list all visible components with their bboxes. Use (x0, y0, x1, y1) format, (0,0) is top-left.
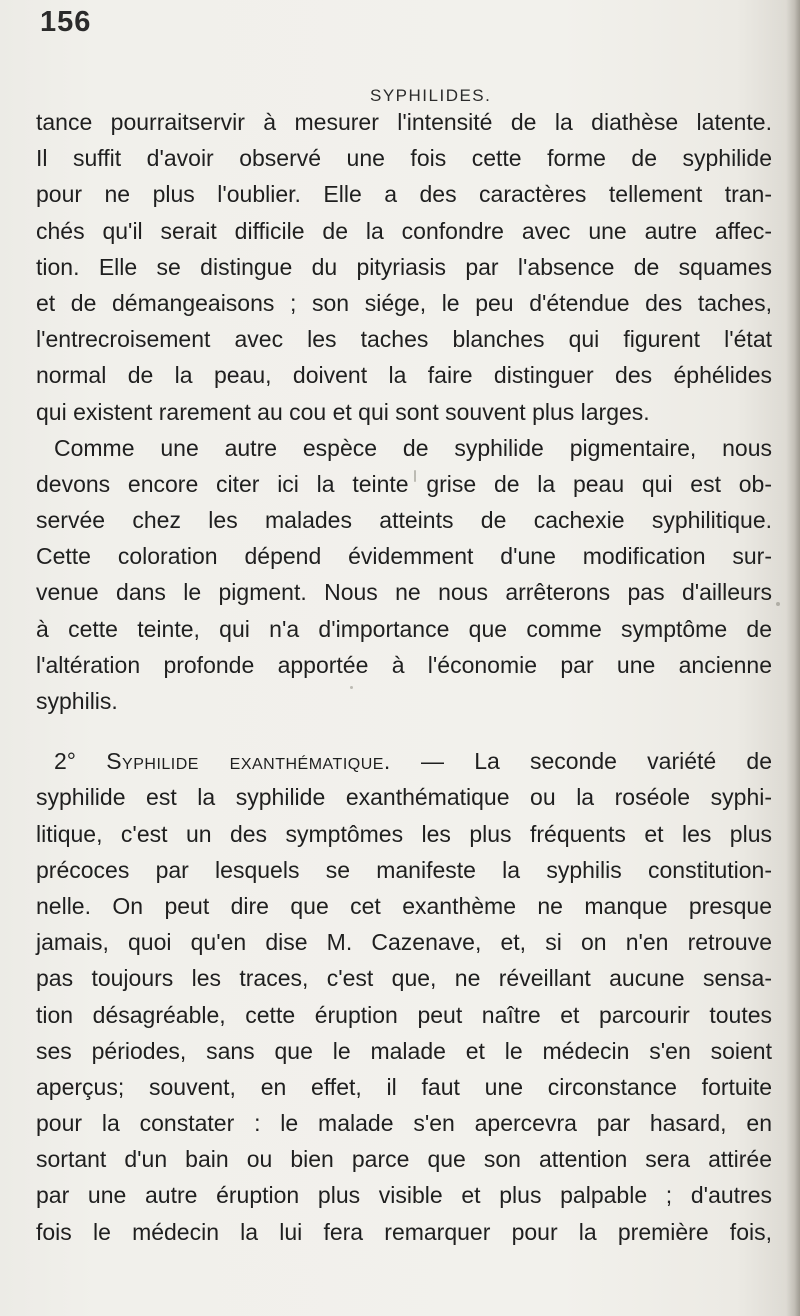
text-line: et de démangeaisons ; son siége, le peu d'étendue des taches, (36, 289, 772, 316)
section-heading-line (36, 743, 772, 779)
text-line: qui existent rarement au cou et qui sont souvent plus larges. (36, 398, 650, 425)
text-line: normal de la peau, doivent la faire distinguer des éphélides (36, 362, 772, 389)
text-line: par une autre éruption plus visible et plus palpable ; d'autres (36, 1182, 772, 1209)
text-line: sortant d'un bain ou bien parce que son attention sera attirée (36, 1146, 772, 1173)
section-heading-rest: — La seconde variété de (421, 748, 772, 775)
text-line: tion désagréable, cette éruption peut naître et parcourir toutes (36, 1001, 772, 1028)
section-title: Syphilide exanthématique. (106, 748, 391, 775)
page-number: 156 (40, 6, 92, 38)
text-line: syphilis. (36, 688, 118, 714)
ink-speck (414, 470, 416, 482)
text-line: chés qu'il serait difficile de la confondre avec une autre affec- (36, 217, 772, 244)
body-text (36, 104, 772, 1250)
text-line: l'entrecroisement avec les taches blanches qui figurent l'état (36, 326, 772, 353)
text-line: nelle. On peut dire que cet exanthème ne manque presque (36, 892, 772, 919)
text-line: Il suffit d'avoir observé une fois cette forme de syphilide (36, 145, 772, 172)
text-line: l'altération profonde apportée à l'économie par une ancienne (36, 651, 772, 678)
text-line: fois le médecin la lui fera remarquer pour la première fois, (36, 1218, 772, 1245)
text-line: servée chez les malades atteints de cachexie syphilitique. (36, 507, 772, 534)
text-line: tion. Elle se distingue du pityriasis par l'absence de squames (36, 253, 772, 280)
text-line: pour la constater : le malade s'en apercevra par hasard, en (36, 1110, 772, 1137)
text-line: pour ne plus l'oublier. Elle a des caractères tellement tran- (36, 181, 772, 208)
text-line: pas toujours les traces, c'est que, ne réveillant aucune sensa- (36, 965, 772, 992)
text-line: litique, c'est un des symptômes les plus fréquents et les plus (36, 820, 772, 847)
text-line: aperçus; souvent, en effet, il faut une circonstance fortuite (36, 1073, 772, 1100)
running-head: SYPHILIDES. (370, 86, 492, 105)
text-line: jamais, quoi qu'en dise M. Cazenave, et, si on n'en retrouve (36, 929, 772, 956)
text-line: devons encore citer ici la teinte grise de la peau qui est ob- (36, 470, 772, 497)
text-line: Comme une autre espèce de syphilide pigmentaire, nous (54, 434, 772, 461)
ink-speck (350, 686, 353, 689)
text-line: tance pourraitservir à mesurer l'intensité de la diathèse latente. (36, 109, 772, 135)
text-line: syphilide est la syphilide exanthématique ou la roséole syphi- (36, 784, 772, 811)
ink-speck (776, 602, 780, 606)
text-line: ses périodes, sans que le malade et le médecin s'en soient (36, 1037, 772, 1064)
section-number: 2° (54, 748, 76, 775)
text-line: Cette coloration dépend évidemment d'une modification sur- (36, 543, 772, 570)
page-edge-shadow (786, 0, 800, 1316)
paragraph-gap (36, 719, 772, 743)
text-line: précoces par lesquels se manifeste la syphilis constitution- (36, 856, 772, 883)
text-line: venue dans le pigment. Nous ne nous arrêterons pas d'ailleurs (36, 579, 772, 606)
text-line: à cette teinte, qui n'a d'importance que comme symptôme de (36, 615, 772, 642)
